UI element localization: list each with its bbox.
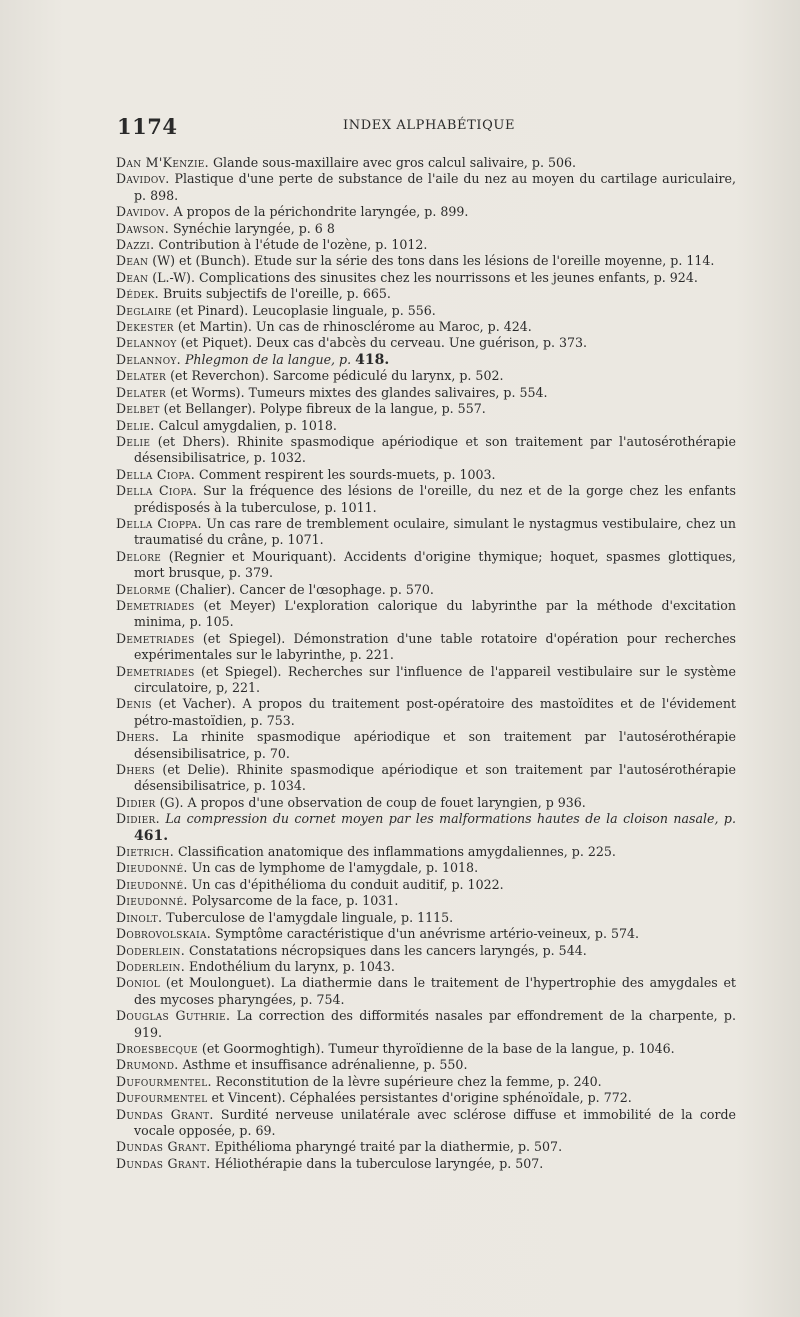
index-entry: [116, 434, 736, 467]
index-entry: [116, 877, 736, 893]
index-entry: [116, 943, 736, 959]
entry-author: Delannoy.: [116, 351, 181, 367]
index-entry: [116, 204, 736, 220]
index-entry: [116, 1057, 736, 1073]
entry-text: (Regnier et Mouriquant). Accidents d'origine thymique; hoquet, spasmes glottiques, mort brusque, p. 379.: [134, 548, 736, 581]
entry-author: Delater: [116, 368, 167, 384]
index-entry: [116, 549, 736, 582]
entry-page-ref: 418.: [355, 351, 390, 368]
entry-author: Davidov.: [116, 204, 170, 220]
entry-author: Demetriades: [116, 597, 195, 613]
entry-author: Dédek.: [116, 286, 159, 302]
entry-text: Un cas rare de tremblement oculaire, simulant le nystagmus vestibulaire, chez un traumatisé du crâne, p. 1071.: [134, 515, 736, 548]
entry-text: (et Worms). Tumeurs mixtes des glandes salivaires, p. 554.: [170, 384, 548, 400]
index-entry: [116, 811, 736, 844]
index-entry: [116, 582, 736, 598]
index-entry: [116, 1107, 736, 1140]
index-entry: [116, 352, 736, 368]
index-entry: [116, 696, 736, 729]
index-entry: [116, 1156, 736, 1172]
entry-text: Synéchie laryngée, p. 6 8: [173, 220, 335, 236]
entry-author: Deglaire: [116, 302, 172, 318]
entry-author: Dieudonné.: [116, 860, 188, 876]
index-entry: [116, 319, 736, 335]
entry-text: Endothélium du larynx, p. 1043.: [189, 958, 395, 974]
index-entry: [116, 253, 736, 269]
entry-text: (L.-W). Complications des sinusites chez les nourrissons et les jeunes enfants, p. 924.: [152, 269, 698, 285]
entry-author: Della Ciopa.: [116, 483, 198, 499]
entry-author: Dhers: [116, 762, 155, 778]
entry-text: (et Spiegel). Recherches sur l'influence de l'appareil vestibulaire sur le système circulatoire, p, 221.: [134, 663, 736, 695]
entry-text: Asthme et insuffisance adrénalienne, p. 550.: [182, 1057, 468, 1073]
entry-text: (et Martin). Un cas de rhinosclérome au Maroc, p. 424.: [177, 319, 532, 335]
page-number: 1174: [117, 114, 178, 139]
entry-author: Didier.: [116, 811, 160, 827]
entry-text: Héliothérapie dans la tuberculose laryngée, p. 507.: [214, 1155, 544, 1171]
index-entry: [116, 860, 736, 876]
index-entry: [116, 664, 736, 697]
entry-text: La compression du cornet moyen par les malformations hautes de la cloison nasale, p.: [165, 811, 736, 827]
entry-text: Phlegmon de la langue, p.: [184, 351, 352, 367]
index-entry: [116, 910, 736, 926]
entry-text: La correction des difformités nasales par effondrement de la charpente, p. 919.: [134, 1008, 736, 1040]
entry-author: Denis: [116, 696, 152, 712]
index-entry: [116, 1074, 736, 1090]
entry-text: Sur la fréquence des lésions de l'oreille, du nez et de la gorge chez les enfants prédisposés à la tuberculose, p. 1011.: [134, 483, 736, 515]
entry-text: Un cas de lymphome de l'amygdale, p. 1018.: [191, 860, 479, 876]
index-entry: [116, 1041, 736, 1057]
entry-author: Dinolt.: [116, 909, 163, 925]
index-entry: [116, 467, 736, 483]
entry-author: Dufourmentel.: [116, 1073, 212, 1089]
entry-text: Un cas d'épithélioma du conduit auditif, p. 1022.: [191, 876, 504, 892]
entry-author: Delie: [116, 433, 151, 449]
entry-text: Comment respirent les sourds-muets, p. 1003.: [199, 466, 496, 482]
entry-text: (Chalier). Cancer de l'œsophage. p. 570.: [174, 581, 434, 597]
entry-text: (et Bellanger). Polype fibreux de la langue, p. 557.: [163, 401, 486, 417]
entry-text: Polysarcome de la face, p. 1031.: [191, 893, 399, 909]
entry-text: A propos de la périchondrite laryngée, p. 899.: [173, 204, 469, 220]
entry-author: Didier: [116, 794, 156, 810]
entry-page-ref: 461.: [134, 827, 169, 844]
index-entry: [116, 975, 736, 1008]
entry-text: Classification anatomique des inflammations amygdaliennes, p. 225.: [178, 844, 616, 860]
entry-author: Delater: [116, 384, 167, 400]
index-entries: [116, 155, 736, 1172]
entry-text: La rhinite spasmodique apériodique et son traitement par l'autosérothérapie désensibilisatrice, p. 70.: [134, 729, 737, 761]
entry-author: Demetriades: [116, 663, 195, 679]
entry-text: (et Vacher). A propos du traitement post-opératoire des mastoïdites et de l'évidement pétro-mastoïdien, p. 753.: [134, 696, 736, 728]
entry-author: Della Cioppa.: [116, 515, 202, 531]
entry-text: (et Dhers). Rhinite spasmodique apériodique et son traitement par l'autosérothérapie désensibilisatrice, p. 1032.: [134, 433, 736, 466]
entry-author: Douglas Guthrie.: [116, 1008, 231, 1024]
index-entry: [116, 401, 736, 417]
entry-author: Della Ciopa.: [116, 466, 196, 482]
entry-author: Dieudonné.: [116, 876, 188, 892]
entry-author: Dhers.: [116, 729, 160, 745]
entry-author: Davidov.: [116, 171, 170, 187]
entry-text: (et Spiegel). Démonstration d'une table rotatoire d'opération pour recherches expérimentales sur le labyrinthe, p. 221.: [134, 630, 736, 663]
entry-text: et Vincent). Céphalées persistantes d'origine sphénoïdale, p. 772.: [211, 1090, 632, 1106]
entry-text: Calcul amygdalien, p. 1018.: [158, 417, 337, 433]
entry-author: Doderlein.: [116, 942, 186, 958]
index-entry: [116, 1008, 736, 1041]
entry-text: (et Goormoghtigh). Tumeur thyroïdienne de la base de la langue, p. 1046.: [201, 1040, 675, 1056]
entry-author: Dean: [116, 253, 149, 269]
entry-text: Epithélioma pharyngé traité par la diathermie, p. 507.: [214, 1139, 563, 1155]
entry-author: Dietrich.: [116, 844, 174, 860]
index-entry: [116, 729, 736, 762]
running-head: INDEX ALPHABÉTIQUE: [343, 118, 516, 133]
index-entry: [116, 516, 736, 549]
entry-author: Droesbecque: [116, 1040, 198, 1056]
index-entry: [116, 762, 736, 795]
entry-text: (et Meyer) L'exploration calorique du labyrinthe par la méthode d'excitation minima, p. 105.: [134, 597, 736, 630]
entry-author: Delbet: [116, 401, 160, 417]
index-entry: [116, 221, 736, 237]
entry-author: Dundas Grant.: [116, 1106, 214, 1122]
entry-text: (et Moulonguet). La diathermie dans le traitement de l'hypertrophie des amygdales et des mycoses pharyngées, p. 754.: [134, 975, 736, 1007]
index-entry: [116, 795, 736, 811]
index-entry: [116, 1139, 736, 1155]
index-entry: [116, 171, 736, 204]
entry-text: (et Delie). Rhinite spasmodique apériodique et son traitement par l'autosérothérapie désensibilisatrice, p. 1034.: [134, 762, 736, 794]
entry-text: Contribution à l'étude de l'ozène, p. 1012.: [158, 237, 428, 253]
index-entry: [116, 237, 736, 253]
entry-author: Dobrovolskaia.: [116, 926, 212, 942]
entry-author: Doderlein.: [116, 958, 186, 974]
index-entry: [116, 483, 736, 516]
entry-author: Dieudonné.: [116, 893, 188, 909]
entry-author: Dekester: [116, 319, 174, 335]
index-entry: [116, 631, 736, 664]
index-entry: [116, 1090, 736, 1106]
entry-author: Drumond.: [116, 1057, 179, 1073]
entry-text: Constatations nécropsiques dans les cancers laryngés, p. 544.: [189, 942, 587, 958]
entry-text: (W) et (Bunch). Etude sur la série des tons dans les lésions de l'oreille moyenne, p. 114.: [152, 253, 715, 269]
index-entry: [116, 893, 736, 909]
index-entry: [116, 270, 736, 286]
entry-text: Symptôme caractéristique d'un anévrisme artério-veineux, p. 574.: [215, 926, 640, 942]
entry-text: Surdité nerveuse unilatérale avec sclérose diffuse et immobilité de la corde vocale opposée, p. 69.: [134, 1106, 736, 1138]
entry-author: Doniol: [116, 975, 161, 991]
index-entry: [116, 286, 736, 302]
index-entry: [116, 368, 736, 384]
index-entry: [116, 385, 736, 401]
entry-text: Plastique d'une perte de substance de l'aile du nez au moyen du cartilage auriculaire, p. 898.: [134, 171, 736, 203]
entry-text: (et Pinard). Leucoplasie linguale, p. 556.: [175, 302, 436, 318]
page-header: [0, 112, 800, 142]
entry-text: Reconstitution de la lèvre supérieure chez la femme, p. 240.: [215, 1073, 602, 1089]
entry-author: Delorme: [116, 581, 171, 597]
index-entry: [116, 598, 736, 631]
entry-author: Delie.: [116, 417, 155, 433]
index-entry: [116, 155, 736, 171]
entry-author: Delore: [116, 548, 162, 564]
entry-author: Dufourmentel: [116, 1090, 208, 1106]
index-entry: [116, 959, 736, 975]
entry-author: Dundas Grant.: [116, 1139, 211, 1155]
entry-author: Dazzi.: [116, 237, 155, 253]
entry-author: Demetriades: [116, 630, 195, 646]
index-entry: [116, 418, 736, 434]
entry-text: Glande sous-maxillaire avec gros calcul salivaire, p. 506.: [212, 155, 577, 170]
entry-text: (et Piquet). Deux cas d'abcès du cerveau. Une guérison, p. 373.: [180, 335, 588, 351]
entry-text: (et Reverchon). Sarcome pédiculé du larynx, p. 502.: [170, 368, 504, 384]
entry-author: Dundas Grant.: [116, 1155, 211, 1171]
entry-text: Bruits subjectifs de l'oreille, p. 665.: [163, 286, 391, 302]
entry-text: Tuberculose de l'amygdale linguale, p. 1115.: [166, 909, 454, 925]
index-entry: [116, 303, 736, 319]
entry-author: Dean: [116, 269, 149, 285]
index-entry: [116, 335, 736, 351]
entry-author: Dan M'Kenzie.: [116, 155, 209, 170]
index-entry: [116, 926, 736, 942]
index-entry: [116, 844, 736, 860]
entry-text: (G). A propos d'une observation de coup de fouet laryngien, p 936.: [159, 794, 586, 810]
entry-author: Dawson.: [116, 220, 170, 236]
entry-author: Delannoy: [116, 335, 177, 351]
